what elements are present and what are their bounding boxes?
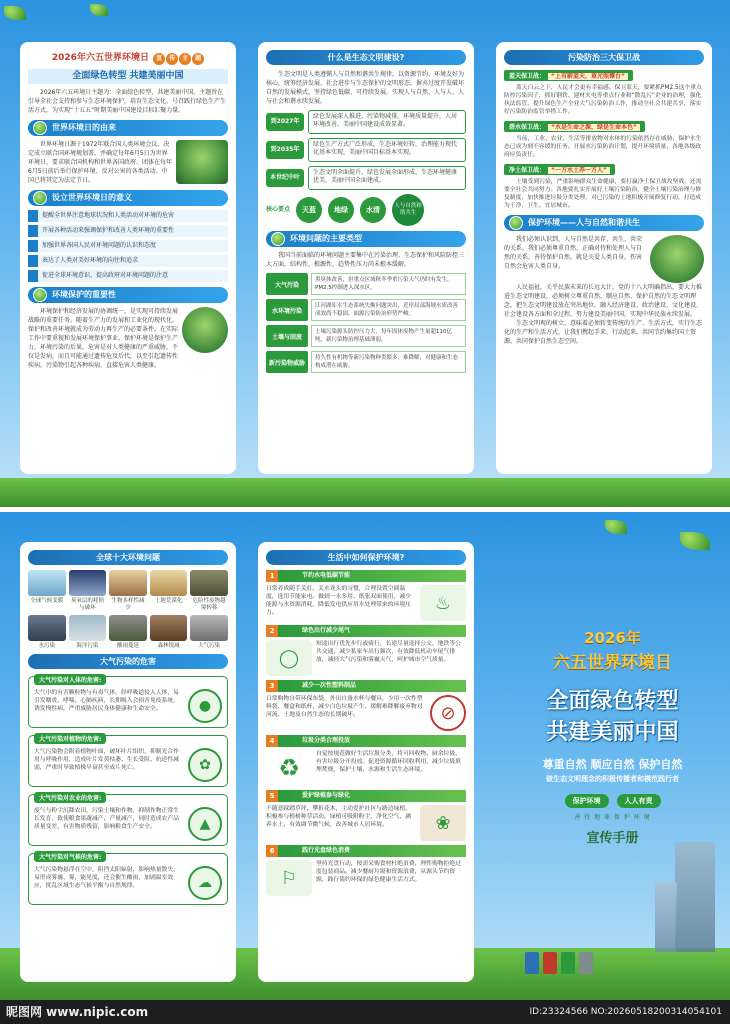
intro-text: 2026年六五环境日主题为：全面绿色转型，共建美丽中国。主题旨在引导全社会支持和参与生态环境保护，培育生态文化，号召践行绿色生产生活方式，为实现“十五五”时期美丽中国建设目标汇聚力量。 (28, 89, 227, 114)
life-tip: 1 节约水电低碳节能 日常养成随手关灯、关水龙头的习惯，合理设置空调温度，选用节能家电。做到一水多用、纸张双面使用，减少能源与水资源消耗，降低发电供应用水处理带来的环境压力。 ♨ (266, 570, 466, 621)
bicycle-icon: ◯ (266, 640, 312, 676)
section-header: 设立世界环境日的意义 (28, 190, 228, 206)
core-point: 地绿 (328, 197, 354, 223)
battle-block: 蓝天保卫战： “上有蔚蓝天，重光照撑台” 蓝天白云之下，人民才会更有幸福感。保卫蓝天，要紧抓PM2.5这个重点防控污染因子，抓好钢铁、建材火电等重点行业和“散乱污”企业的治理，强化执法监管，提升绿色生产全业大气污染防治工作，推动全社会共建共享，落实好污染防治监管举措工作。 (504, 70, 704, 116)
globe-icon (33, 191, 47, 205)
core-point: 水清 (360, 197, 386, 223)
timeline-item: 本世纪中叶 生态文明全面提升，绿色发展全面形成，生态环境健康优美，美丽中国全面建成。 (266, 166, 466, 190)
leaf-decoration (4, 6, 26, 20)
tag: 题 (192, 53, 204, 65)
cover-year: 2026年 (584, 629, 641, 647)
farmland-icon: ▲ (188, 807, 222, 841)
timeline-item: 到2035年 绿色生产方式广泛形成，生态环境好转，治理能力现代化基本实现，美丽中国目标基本实现。 (266, 138, 466, 162)
life-tip: 5 爱护绿植参与绿化 不随意踩踏草坪、攀折花木，主动爱护社区与路边绿植，积极参与植树种草活动。绿植可吸附粉尘、净化空气、涵养水土，有效调节微气候，改善城市人居环境。 ❀ (266, 790, 466, 841)
list-item: 加强世界各国人民对环境问题的认识和态度 (28, 240, 228, 252)
significance-list (28, 210, 228, 282)
brochure-inside (0, 0, 730, 507)
issue-item: 危险性废物越境转移 (190, 570, 228, 612)
panel-title: 生活中如何保护环境? (266, 550, 466, 565)
issue-item: 全球气候变暖 (28, 570, 66, 612)
plant-photo (176, 140, 228, 184)
issues-grid (28, 570, 228, 650)
cover-handbook: 宣传手册 (586, 831, 639, 846)
cover-event: 六五世界环境日 (553, 653, 672, 673)
panel-pollution-control (496, 42, 712, 474)
tag: 宣 (153, 53, 165, 65)
site-watermark: 昵图网 www.nipic.com (6, 1005, 149, 1019)
theme-banner: 全面绿色转型 共建美丽中国 (28, 69, 228, 84)
earth-leaf-photo (650, 235, 704, 283)
harmony-block: 我们必须认识到，人与自然是共存、共生、共荣的关系，我们必须尊重自然、正确对待和处理人与自然的关系，善待保护自然，就是关爱人类自身，伤害自然会危害人类自身。 (504, 235, 704, 283)
list-item: 促进全球环境意识、提高政府对环境问题的注意 (28, 270, 228, 282)
panel-global-issues (20, 542, 236, 982)
panel-daily-protection (258, 542, 474, 982)
life-tip: 3 减少一次性塑料制品 日常购物自带环保布袋，外出自备水杯与餐具，少用一次性塑料袋、餐盒和纸杯，减少白色垃圾产生，缓解难降解废弃物对河流、土地及自然生态的长期破坏。 ⊘ (266, 680, 466, 731)
weather-icon: ☁ (188, 866, 222, 900)
tag: 主 (179, 53, 191, 65)
green-bottle-icon: ⚐ (266, 860, 312, 896)
plant-icon: ✿ (188, 748, 222, 782)
cover-pills (495, 794, 730, 808)
harmony-text: 生态文明观的树立，意味着必须转变传统的生产、生活方式，实行生态化的生产和生活方式，让我们携起手来，行动起来，共同节约集约国土资源，共同保护自然生态空间。 (504, 320, 703, 345)
pollution-type: 新污染物威胁 持久性有机物等新污染物种类繁多、难降解，对健康和生态构成潜在威胁。 (266, 351, 466, 373)
section-header: 世界环境日的由来 (28, 120, 228, 136)
globe-icon (271, 232, 285, 246)
grass-decoration (0, 478, 730, 507)
importance-text: 环境保护和经济发展的协调统一，是实现可持续发展战略的重要任务。随着生产力的发展和工业化的现代化，保护和改善环境就成为劳动力再生产的必要条件。在实际工作中要重视和发展环境保护事业。保护环境是保护生产力，环境污染的后果，危害是对人类健康的严重威胁，不仅是发病，而且可能通过遗传危及后代，以至引起遗传性疾病，污染物引起各种疾病，直接危害人类健康。 (28, 308, 179, 369)
issue-item: 森林锐减 (150, 615, 188, 650)
image-id: ID:23324566 NO:20260518200314054101 (529, 1007, 722, 1017)
cover-pill: 保护环境 (565, 794, 609, 808)
harmony-text: 人民福祉，关乎民族未来的长远大计，党的十八大明确指出，要大力推进生态文明建设，必须树立尊重自然、顺应自然、保护自然的生态文明理念，把生态文明建设放在突出地位，融入经济建设、政治建设、文化建设、社会建设各方面和全过程，努力建设美丽中国，实现中华民族永续发展。 (504, 284, 703, 318)
leaf-decoration (90, 4, 108, 16)
harm-item: 大气污染对人体的危害: 大气中的有害颗粒物与有毒气体，经呼吸道侵入人体，易引发咽炎、哮喘、心肺疾病，长期吸入会损害免疫系统，诱发慢性病，严重威胁居民身体健康和生命安全。 ● (28, 676, 228, 728)
section-header: 环境问题的主要类型 (266, 231, 466, 247)
panel-title: 污染防治三大保卫战 (504, 50, 704, 65)
pollution-type: 大气污染 黑臭体改善，但重点区域秋冬季重污染天气仍时有发生，PM2.5控制进入深水区。 (266, 273, 466, 295)
core-point: 天蓝 (296, 197, 322, 223)
hands-plant-icon: ❀ (420, 805, 466, 841)
list-item: 提醒全世界注意地球状况和人类活动对环境的危害 (28, 210, 228, 222)
issue-item: 大气污染 (190, 615, 228, 650)
panel-environment-day (20, 42, 236, 474)
globe-icon (33, 288, 47, 302)
importance-block (28, 307, 228, 370)
life-tip: 4 垃圾分类合理投放 ♻ 自觉按规范做好生活垃圾分类，将可回收物、厨余垃圾、有害垃圾分开投放。促进资源循环回收利用，减少垃圾填埋焚烧，保护土壤、水源和生活生态环境。 (266, 735, 466, 786)
cover (495, 512, 730, 1000)
list-item: 表达了人类对美好环境的向往和追求 (28, 255, 228, 267)
no-plastic-icon: ⊘ (430, 695, 466, 731)
life-tip: 2 绿色出行减少尾气 ◯ 短途出行优先步行或骑行，长途尽量选择公交、地铁等公共交通，减少私家车出行频次，有效降低机动车尾气排放，减轻大气污染和雾霾天气，呵护城市空气质量。 (266, 625, 466, 676)
building-decoration (655, 882, 677, 952)
recycle-bins (525, 952, 605, 982)
watermark-bar (0, 1000, 730, 1024)
tree-photo (182, 307, 228, 353)
leaf-decoration (605, 520, 627, 534)
cover-pill: 人人有责 (617, 794, 661, 808)
leaf-decoration (680, 532, 710, 550)
issue-item: 土地荒漠化 (150, 570, 188, 612)
core-label: 核心要点 (266, 206, 291, 213)
panel-title: 什么是生态文明建设? (266, 50, 466, 65)
pollution-type: 土壤与固废 土壤污染源头防控压力大，每年固体废物产生量超110亿吨，新污染物治理基础薄弱。 (266, 325, 466, 347)
section-header: 保护环境——人与自然和谐共生 (504, 215, 704, 231)
life-tip: 6 践行光盘绿色消费 ⚐ 坚持光盘行动，按需采购食材杜绝浪费，理性购物拒绝过度包装商品。减少餐厨垃圾和资源浪费，从源头节约资源，践行简约环保的绿色健康生活方式。 (266, 845, 466, 896)
pollution-type: 水环境污染 江河湖库水生态系统失衡问题突出，近岸局部海域水质改善成效尚不稳固，面源污染防治形势严峻。 (266, 299, 466, 321)
timeline-item: 到2027年 绿色发展深入推进，污染物减排，环境质量提升，人居环境改善，美丽中国建设成效显著。 (266, 110, 466, 134)
person-icon: ● (188, 689, 222, 723)
issue-item: 海洋污染 (69, 615, 107, 650)
cover-subtitle: 做生态文明理念的积极传播者和模范践行者 (546, 775, 679, 783)
section-header: 环境保护的重要性 (28, 287, 228, 303)
cover-headline: 全面绿色转型 (546, 689, 679, 714)
panel-ecological-civilization (258, 42, 474, 474)
cover-slogan: 尊重自然 顺应自然 保护自然 (542, 758, 683, 771)
section-title: 大气污染的危害 (28, 654, 228, 669)
origin-text: 世界环境日源于1972年联合国人类环境会议，决定成立联合国环境规划署，并确定每年6月5日为世界环境日，要求联合国机构和世界各国政府、团体在每年6月5日前后举行保护环境、反对公害的各类活动。中国已将其定为法定节日。 (28, 141, 173, 184)
battle-block: 净土保卫战： “一方水土养一方人” 土壤受到污染，严重影响群众生命健康，要打赢净土保卫战攻坚战，还需要全社会共同努力。各地要扎实开展好土壤污染防治，健全土壤污染治理与修复制度，加快推进垃圾分类处理，对已污染的土地积极开展修复行动，打造成为干净、卫生、宜居城市。 (504, 164, 704, 210)
harm-item: 大气污染对气候的危害: 大气污染物悬浮在空中，阻挡太阳辐射，影响热量散失，易形成雾霾、雾，能见度，还会催生酸雨，加剧温室效应，扰乱区域生态气候平衡与自然规律。 ☁ (28, 853, 228, 905)
cover-motto: 善 待 地 球 保 护 环 境 (574, 814, 651, 821)
issue-item: 水污染 (28, 615, 66, 650)
issue-item: 生物多样性减少 (109, 570, 147, 612)
types-intro: 我国当前面临的环境问题主要集中在污染治理、生态保护和风险防控三大方面，结构性、根源性、趋势性压力尚未根本缓解。 (266, 252, 465, 268)
globe-icon (33, 121, 47, 135)
panel-title: 全球十大环境问题 (28, 550, 228, 565)
harm-item: 大气污染对农业的危害: 废气与粉尘沉降农田，污染土壤和作物，抑制作物正常生长发育，致使粮食果蔬减产、产量减产，同时造成农产品质量变差，有害物质残留，影响粮食生产安全。 ▲ (28, 794, 228, 846)
core-point: 人与自然和谐共生 (392, 194, 424, 226)
faucet-icon: ♨ (420, 585, 466, 621)
core-points (266, 194, 466, 226)
cover-headline: 共建美丽中国 (546, 720, 679, 745)
issue-item: 臭氧层的耗损与破坏 (69, 570, 107, 612)
harm-item: 大气污染对植物的危害: 大气污染物会附着植物叶面，破坏叶片组织，抑制光合作用与呼吸作用，造成叶片发黄枯萎、生长受阻、抗逆性减弱，严重时导致植株早衰甚至成片死亡。 ✿ (28, 735, 228, 787)
origin-block (28, 140, 228, 185)
issue-item: 酸雨蔓延 (109, 615, 147, 650)
list-item: 开展各种活动来强调保护和改善人类环境的重要性 (28, 225, 228, 237)
tag: 传 (166, 53, 178, 65)
globe-icon (509, 216, 523, 230)
panel-title: 2026年六五世界环境日 宣 传 主 题 (28, 50, 228, 65)
building-decoration (675, 842, 715, 952)
recycle-icon: ♻ (266, 750, 312, 786)
intro-text: 生态文明是人类遵循人与自然和谐共生规律，以资源节约、环境友好为核心，统筹经济发展、社会进步与生态保护的文明形态。摒弃过度开发破坏自然的发展模式，坚持绿色低碳、可持续发展，实现人与自然、人与人、人与社会和谐永续发展。 (266, 71, 465, 105)
battle-block: 碧水保卫战： “水是生命之源，绿是生命本色” 当前，工业、农业、生活等排放物对水体的污染依然存在威胁，保护水生态已成为刻不容缓的任务。开展水污染防治计划，提升环境质量，各地各级政府应负责任。 (504, 121, 704, 159)
brochure-outside (0, 512, 730, 1000)
